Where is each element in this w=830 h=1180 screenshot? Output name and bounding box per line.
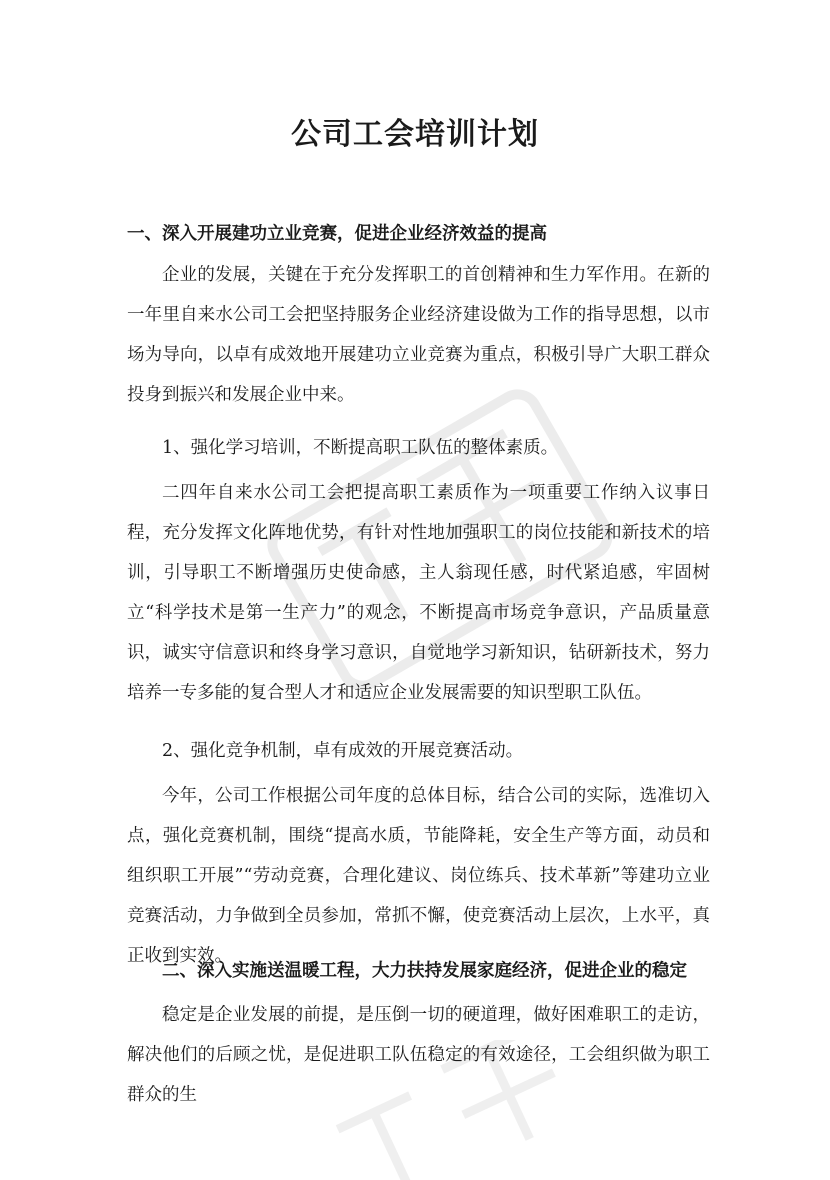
section-heading-2: 二、深入实施送温暖工程，大力扶持发展家庭经济，促进企业的稳定 <box>162 961 687 981</box>
paragraph-1: 企业的发展，关键在于充分发挥职工的首创精神和生力军作用。在新的一年里自来水公司工会把坚持服务企业经济建设做为工作的指导思想，以市场为导向，以卓有成效地开展建功立业竞赛为重点，积极引导广大职工群众投身到振兴和发展企业中来。 <box>127 265 710 405</box>
paragraph-2: 二四年自来水公司工会把提高职工素质作为一项重要工作纳入议事日程，充分发挥文化阵地优势，有针对性地加强职工的岗位技能和新技术的培训，引导职工不断增强历史使命感，主人翁现任感，时代紧追感，牢固树立“科学技术是第一生产力”的观念，不断提高市场竞争意识，产品质量意识，诚实守信意识和终身学习意识，自觉地学习新知识，钻研新技术，努力培养一专多能的复合型人才和适应企业发展需要的知识型职工队伍。 <box>127 483 710 703</box>
paragraph-4: 稳定是企业发展的前提，是压倒一切的硬道理，做好困难职工的走访，解决他们的后顾之忧，是促进职工队伍稳定的有效途径，工会组织做为职工群众的生 <box>127 1005 710 1105</box>
subheading-2: 2、强化竞争机制，卓有成效的开展竞赛活动。 <box>162 741 524 761</box>
section-heading-1: 一、深入开展建功立业竞赛，促进企业经济效益的提高 <box>127 224 547 244</box>
document-title: 公司工会培训计划 <box>291 117 539 152</box>
paragraph-3: 今年，公司工作根据公司年度的总体目标，结合公司的实际，选准切入点，强化竞赛机制，围绕“提高水质，节能降耗，安全生产等方面，动员和组织职工开展”“劳动竞赛，合理化建议、岗位练兵、技术革新”等建功立业竞赛活动，力争做到全员参加，常抓不懈，使竞赛活动上层次，上水平，真正收到实效。 <box>127 786 710 966</box>
subheading-1: 1、强化学习培训，不断提高职工队伍的整体素质。 <box>162 438 559 458</box>
